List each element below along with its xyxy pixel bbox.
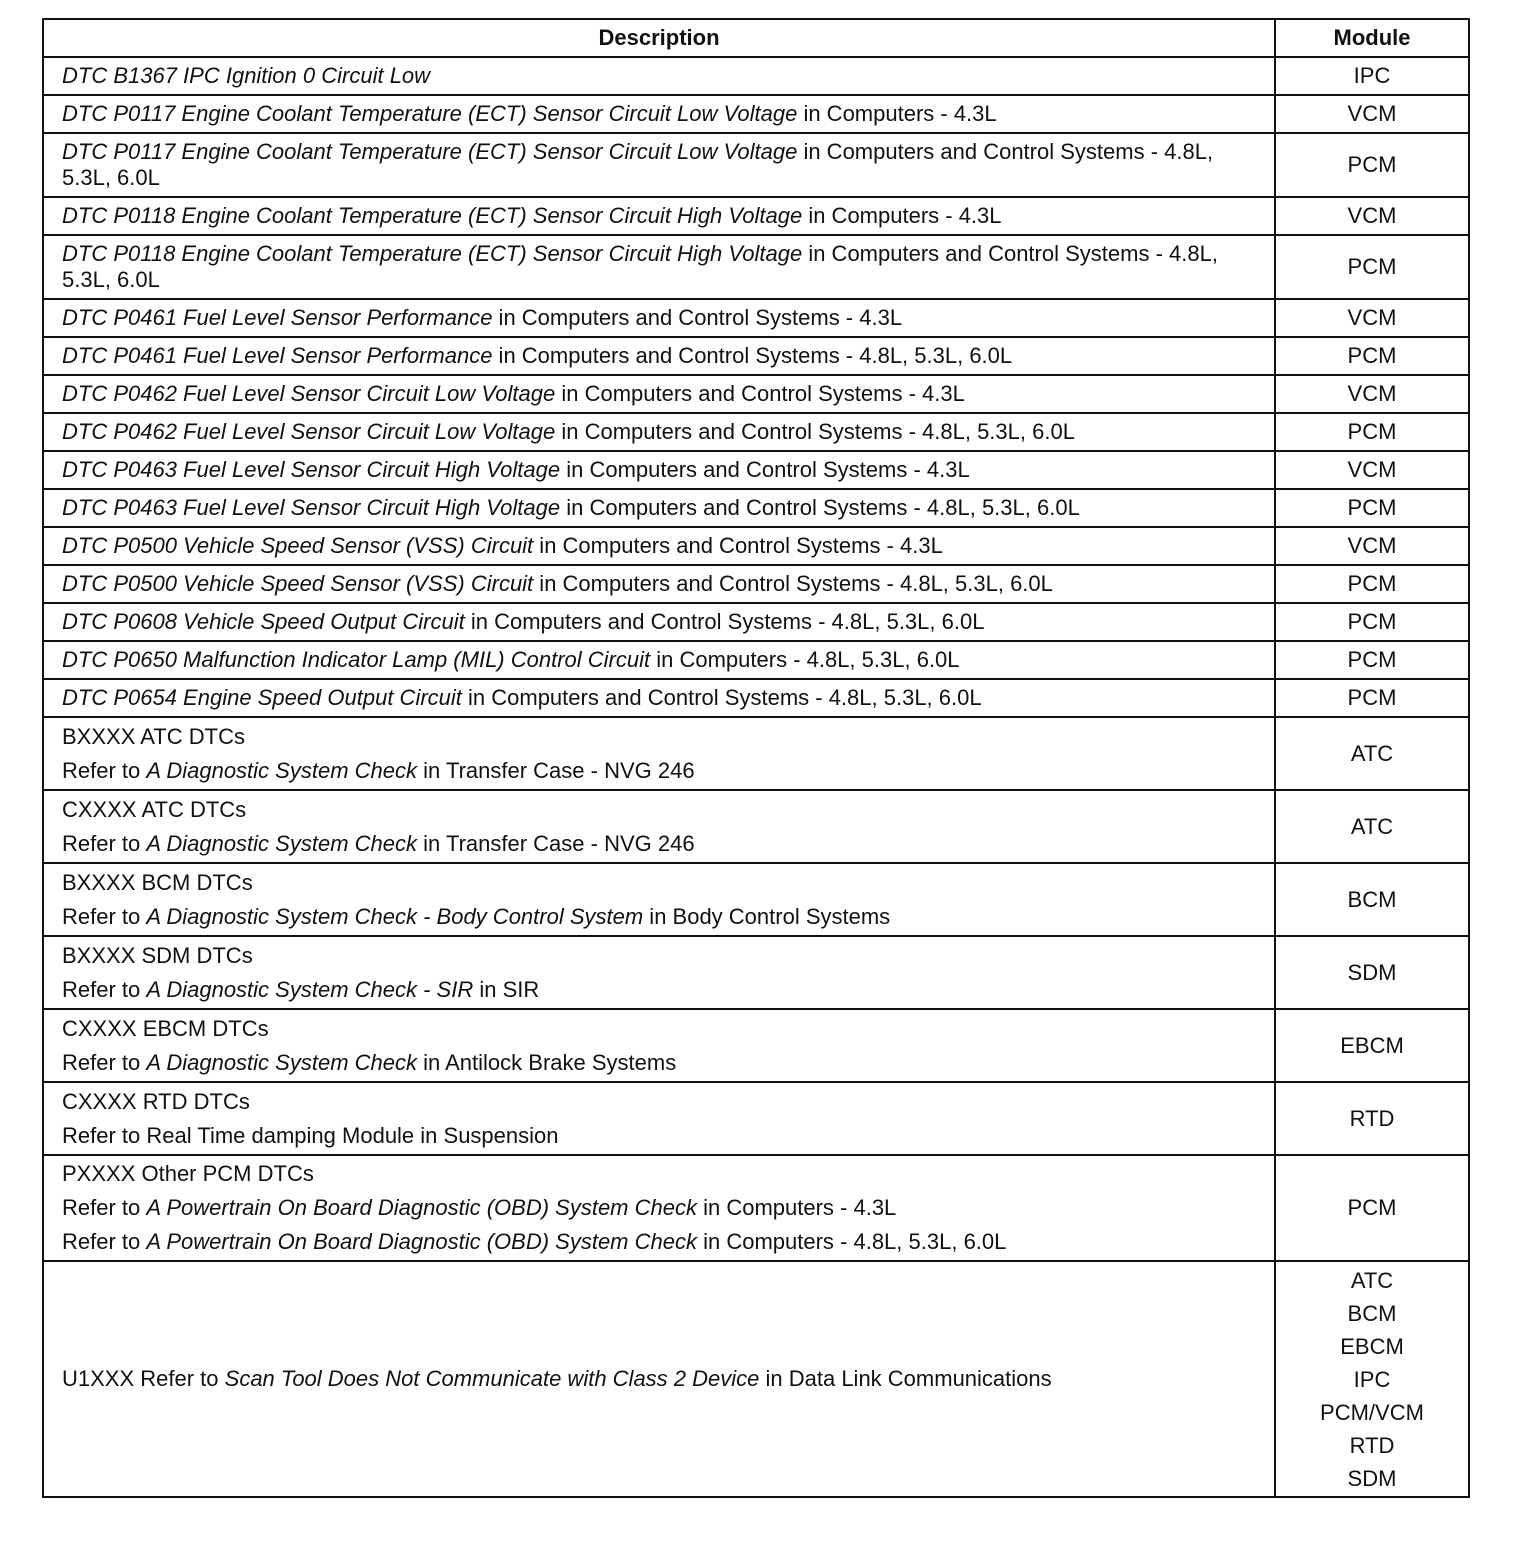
- description-line: [62, 139, 1260, 191]
- description-text: BXXXX SDM DTCs: [62, 942, 253, 968]
- procedure-title-text: DTC P0608 Vehicle Speed Output Circuit: [62, 609, 465, 634]
- module-name: PCM: [1347, 647, 1397, 672]
- description-text: in Computers and Control Systems - 4.3L: [560, 457, 970, 482]
- table-row: [43, 235, 1469, 299]
- description-text: in Computers and Control Systems - 4.8L, 5.3L, 6.0L: [464, 609, 985, 634]
- description-line: [62, 305, 1260, 331]
- module-name: PCM: [1347, 343, 1397, 368]
- description-text: PXXXX Other PCM DTCs: [62, 1161, 314, 1186]
- description-text: in Computers and Control Systems - 4.8L, 5.3L, 6.0L: [533, 571, 1053, 596]
- description-line: [62, 647, 1260, 673]
- description-text: Refer to: [62, 1195, 147, 1220]
- description-cell: [43, 1082, 1275, 1155]
- dtc-table: [42, 18, 1470, 1498]
- description-cell: [43, 679, 1275, 717]
- description-text: Refer to: [62, 976, 147, 1002]
- description-line: [62, 870, 1260, 896]
- table-row: [43, 1155, 1469, 1261]
- procedure-title-text: A Diagnostic System Check: [146, 1049, 417, 1075]
- module-cell: [1275, 863, 1469, 936]
- description-line: [62, 1195, 1260, 1221]
- module-cell: [1275, 95, 1469, 133]
- module-name: RTD: [1349, 1432, 1395, 1458]
- description-text: in Computers - 4.8L, 5.3L, 6.0L: [696, 1229, 1007, 1254]
- module-name: ATC: [1350, 813, 1394, 839]
- description-text: in Computers and Control Systems - 4.8L, 5.3L, 6.0L: [555, 419, 1075, 444]
- description-text: BXXXX BCM DTCs: [62, 869, 253, 895]
- module-cell: [1275, 717, 1469, 790]
- module-name: SDM: [1347, 1465, 1397, 1491]
- description-text: Refer to: [62, 903, 147, 929]
- procedure-title-text: DTC P0463 Fuel Level Sensor Circuit High Voltage: [62, 495, 561, 520]
- description-text: Refer to Real Time damping Module in Suspension: [62, 1122, 559, 1148]
- description-line: [62, 904, 1260, 930]
- description-text: in Data Link Communications: [759, 1366, 1052, 1391]
- table-row: [43, 413, 1469, 451]
- description-line: [62, 831, 1260, 857]
- description-line: [62, 495, 1260, 521]
- procedure-title-text: A Powertrain On Board Diagnostic (OBD) System Check: [146, 1195, 697, 1220]
- module-cell: [1275, 235, 1469, 299]
- module-name: VCM: [1347, 305, 1397, 330]
- module-cell: [1275, 1261, 1469, 1497]
- module-cell: [1275, 299, 1469, 337]
- description-line: [62, 1123, 1260, 1149]
- procedure-title-text: DTC P0117 Engine Coolant Temperature (ECT) Sensor Circuit Low Voltage: [62, 139, 798, 164]
- description-text: Refer to: [62, 757, 147, 783]
- description-line: [62, 1229, 1260, 1255]
- description-text: Refer to: [62, 1049, 147, 1075]
- module-cell: [1275, 337, 1469, 375]
- description-text: in Computers and Control Systems - 4.3L: [533, 533, 943, 558]
- description-line: [62, 1016, 1260, 1042]
- table-row: [43, 451, 1469, 489]
- description-line: [62, 1161, 1260, 1187]
- description-text: in Computers and Control Systems - 4.8L, 5.3L, 6.0L: [560, 495, 1080, 520]
- table-row: [43, 57, 1469, 95]
- description-line: [62, 977, 1260, 1003]
- module-name: VCM: [1347, 203, 1397, 228]
- module-name: ATC: [1350, 740, 1394, 766]
- module-name: VCM: [1347, 533, 1397, 558]
- procedure-title-text: Scan Tool Does Not Communicate with Class 2 Device: [224, 1366, 760, 1391]
- description-cell: [43, 299, 1275, 337]
- procedure-title-text: A Diagnostic System Check - Body Control System: [146, 903, 644, 929]
- table-row: [43, 375, 1469, 413]
- description-cell: [43, 337, 1275, 375]
- description-cell: [43, 1155, 1275, 1261]
- description-line: [62, 419, 1260, 445]
- table-row: [43, 1082, 1469, 1155]
- module-cell: [1275, 1009, 1469, 1082]
- description-line: [62, 63, 1260, 89]
- description-cell: [43, 1261, 1275, 1497]
- table-row: [43, 790, 1469, 863]
- description-line: [62, 381, 1260, 407]
- description-text: CXXXX RTD DTCs: [62, 1088, 250, 1114]
- description-cell: [43, 863, 1275, 936]
- procedure-title-text: A Diagnostic System Check: [146, 757, 417, 783]
- module-cell: [1275, 413, 1469, 451]
- description-cell: [43, 936, 1275, 1009]
- module-name: PCM: [1347, 419, 1397, 444]
- table-row: [43, 1009, 1469, 1082]
- procedure-title-text: A Powertrain On Board Diagnostic (OBD) System Check: [146, 1229, 697, 1254]
- module-name: PCM: [1347, 254, 1397, 279]
- module-name: SDM: [1347, 959, 1397, 985]
- procedure-title-text: DTC P0461 Fuel Level Sensor Performance: [62, 305, 493, 330]
- module-cell: [1275, 375, 1469, 413]
- description-line: [62, 533, 1260, 559]
- description-line: [62, 241, 1260, 293]
- description-cell: [43, 641, 1275, 679]
- description-line: [62, 685, 1260, 711]
- description-line: [62, 758, 1260, 784]
- description-line: [62, 1089, 1260, 1115]
- module-name: BCM: [1347, 1300, 1397, 1326]
- module-name: VCM: [1347, 381, 1397, 406]
- description-cell: [43, 413, 1275, 451]
- description-line: [62, 101, 1260, 127]
- description-header: Description: [43, 19, 1275, 57]
- module-cell: [1275, 679, 1469, 717]
- table-row: [43, 337, 1469, 375]
- description-line: [62, 571, 1260, 597]
- table-row: [43, 489, 1469, 527]
- description-text: in Computers and Control Systems - 4.8L, 5.3L, 6.0L: [492, 343, 1013, 368]
- module-name: PCM: [1347, 152, 1397, 177]
- table-row: [43, 197, 1469, 235]
- module-name: VCM: [1347, 101, 1397, 126]
- description-line: [62, 1366, 1260, 1392]
- description-line: [62, 203, 1260, 229]
- procedure-title-text: A Diagnostic System Check: [146, 830, 417, 856]
- module-cell: [1275, 451, 1469, 489]
- description-text: in Computers - 4.3L: [797, 101, 997, 126]
- description-text: in SIR: [473, 976, 540, 1002]
- table-row: [43, 527, 1469, 565]
- module-cell: [1275, 641, 1469, 679]
- description-text: in Computers and Control Systems - 4.3L: [492, 305, 903, 330]
- description-text: in Transfer Case - NVG 246: [417, 757, 695, 783]
- description-line: [62, 797, 1260, 823]
- module-name: PCM/VCM: [1320, 1399, 1424, 1425]
- module-cell: [1275, 1082, 1469, 1155]
- procedure-title-text: DTC P0500 Vehicle Speed Sensor (VSS) Circuit: [62, 533, 534, 558]
- procedure-title-text: DTC P0462 Fuel Level Sensor Circuit Low Voltage: [62, 419, 556, 444]
- procedure-title-text: DTC P0500 Vehicle Speed Sensor (VSS) Circuit: [62, 571, 534, 596]
- description-cell: [43, 717, 1275, 790]
- description-text: CXXXX ATC DTCs: [62, 796, 247, 822]
- procedure-title-text: DTC P0118 Engine Coolant Temperature (ECT) Sensor Circuit High Voltage: [62, 241, 803, 266]
- module-header: Module: [1275, 19, 1469, 57]
- description-text: in Transfer Case - NVG 246: [417, 830, 695, 856]
- module-name: IPC: [1353, 1366, 1391, 1392]
- procedure-title-text: DTC P0654 Engine Speed Output Circuit: [62, 685, 462, 710]
- description-text: Refer to: [62, 1229, 147, 1254]
- description-cell: [43, 133, 1275, 197]
- description-cell: [43, 451, 1275, 489]
- module-cell: [1275, 57, 1469, 95]
- table-row: [43, 603, 1469, 641]
- module-cell: [1275, 1155, 1469, 1261]
- module-name: PCM: [1347, 609, 1397, 634]
- description-cell: [43, 1009, 1275, 1082]
- table-row: [43, 679, 1469, 717]
- table-row: [43, 717, 1469, 790]
- module-name: ATC: [1350, 1267, 1394, 1293]
- module-name: IPC: [1353, 63, 1391, 88]
- module-name: PCM: [1347, 571, 1397, 596]
- table-row: [43, 133, 1469, 197]
- module-name: PCM: [1347, 495, 1397, 520]
- module-name: PCM: [1347, 1195, 1397, 1220]
- description-line: [62, 943, 1260, 969]
- description-cell: [43, 489, 1275, 527]
- module-name: BCM: [1347, 886, 1397, 912]
- description-cell: [43, 565, 1275, 603]
- procedure-title-text: DTC P0650 Malfunction Indicator Lamp (MIL) Control Circuit: [62, 647, 651, 672]
- module-cell: [1275, 197, 1469, 235]
- description-text: in Body Control Systems: [643, 903, 891, 929]
- module-name: VCM: [1347, 457, 1397, 482]
- description-line: [62, 724, 1260, 750]
- table-row: [43, 299, 1469, 337]
- description-cell: [43, 235, 1275, 299]
- procedure-title-text: DTC P0461 Fuel Level Sensor Performance: [62, 343, 493, 368]
- description-text: in Antilock Brake Systems: [417, 1049, 677, 1075]
- module-name: EBCM: [1340, 1333, 1404, 1359]
- table-row: [43, 565, 1469, 603]
- description-cell: [43, 375, 1275, 413]
- description-line: [62, 609, 1260, 635]
- table-row: [43, 936, 1469, 1009]
- description-text: in Computers - 4.3L: [802, 203, 1002, 228]
- table-row: [43, 1261, 1469, 1497]
- procedure-title-text: DTC P0462 Fuel Level Sensor Circuit Low Voltage: [62, 381, 556, 406]
- module-cell: [1275, 565, 1469, 603]
- table-header-row: [43, 19, 1469, 57]
- procedure-title-text: DTC P0117 Engine Coolant Temperature (ECT) Sensor Circuit Low Voltage: [62, 101, 798, 126]
- table-row: [43, 641, 1469, 679]
- description-line: [62, 457, 1260, 483]
- description-text: CXXXX EBCM DTCs: [62, 1015, 269, 1041]
- description-text: BXXXX ATC DTCs: [62, 723, 245, 749]
- procedure-title-text: A Diagnostic System Check - SIR: [146, 976, 474, 1002]
- description-cell: [43, 527, 1275, 565]
- procedure-title-text: DTC P0118 Engine Coolant Temperature (ECT) Sensor Circuit High Voltage: [62, 203, 803, 228]
- module-cell: [1275, 527, 1469, 565]
- description-line: [62, 1050, 1260, 1076]
- description-text: in Computers and Control Systems - 4.3L: [555, 381, 965, 406]
- procedure-title-text: DTC P0463 Fuel Level Sensor Circuit High Voltage: [62, 457, 561, 482]
- module-name: EBCM: [1340, 1032, 1404, 1058]
- description-cell: [43, 57, 1275, 95]
- module-cell: [1275, 936, 1469, 1009]
- description-text: in Computers - 4.8L, 5.3L, 6.0L: [650, 647, 960, 672]
- table-body: [43, 57, 1469, 1497]
- procedure-title-text: DTC B1367 IPC Ignition 0 Circuit Low: [62, 63, 431, 88]
- table-row: [43, 95, 1469, 133]
- table-row: [43, 863, 1469, 936]
- description-text: Refer to: [62, 830, 147, 856]
- module-name: PCM: [1347, 685, 1397, 710]
- module-name: RTD: [1349, 1105, 1395, 1131]
- module-cell: [1275, 603, 1469, 641]
- description-text: in Computers and Control Systems - 4.8L, 5.3L, 6.0L: [62, 241, 1218, 292]
- description-cell: [43, 95, 1275, 133]
- module-cell: [1275, 489, 1469, 527]
- module-cell: [1275, 133, 1469, 197]
- description-text: U1XXX Refer to: [62, 1366, 225, 1391]
- module-cell: [1275, 790, 1469, 863]
- description-cell: [43, 197, 1275, 235]
- description-cell: [43, 603, 1275, 641]
- description-cell: [43, 790, 1275, 863]
- description-text: in Computers and Control Systems - 4.8L, 5.3L, 6.0L: [461, 685, 982, 710]
- description-text: in Computers - 4.3L: [696, 1195, 897, 1220]
- description-text: in Computers and Control Systems - 4.8L, 5.3L, 6.0L: [62, 139, 1214, 190]
- description-line: [62, 343, 1260, 369]
